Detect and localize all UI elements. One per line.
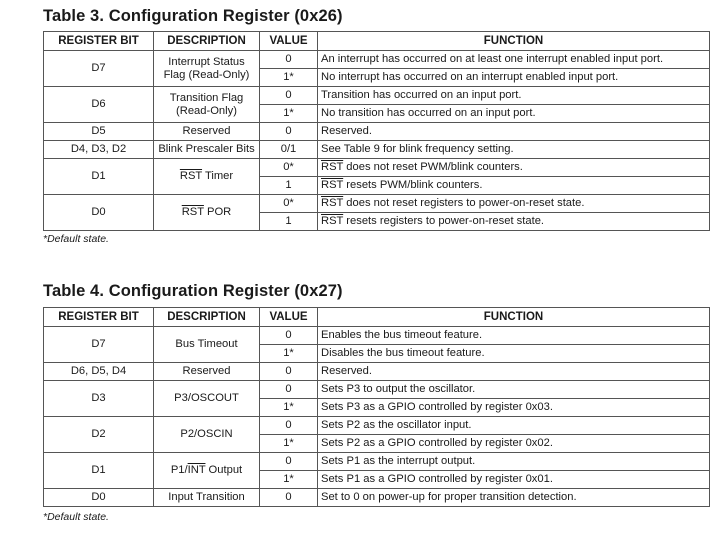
description: Reserved [154, 123, 260, 141]
function: Sets P3 as a GPIO controlled by register 0x03. [318, 399, 710, 417]
table-row [44, 141, 710, 159]
description: P3/OSCOUT [154, 381, 260, 417]
value: 0 [260, 87, 318, 105]
table-header-row [44, 32, 710, 51]
value: 0 [260, 363, 318, 381]
register-bit: D7 [44, 51, 154, 87]
value: 1* [260, 69, 318, 87]
function: Reserved. [318, 363, 710, 381]
description: Blink Prescaler Bits [154, 141, 260, 159]
function: Reserved. [318, 123, 710, 141]
register-bit: D2 [44, 417, 154, 453]
description: Bus Timeout [154, 327, 260, 363]
table-4-title: Table 4. Configuration Register (0x27) [43, 282, 343, 300]
table-row [44, 381, 710, 399]
function: No interrupt has occurred on an interrupt enabled input port. [318, 69, 710, 87]
column-header: VALUE [260, 32, 318, 51]
register-bit: D0 [44, 195, 154, 231]
function: An interrupt has occurred on at least one interrupt enabled input port. [318, 51, 710, 69]
function: Set to 0 on power-up for proper transition detection. [318, 489, 710, 507]
register-bit: D7 [44, 327, 154, 363]
value: 0* [260, 195, 318, 213]
function: $\overline{RST}$ does not reset registers to power-on-reset state. [318, 195, 710, 213]
function: $\overline{RST}$ resets registers to power-on-reset state. [318, 213, 710, 231]
value: 0 [260, 489, 318, 507]
table-row [44, 327, 710, 345]
description: $P1/\overline{INT}$ Output [154, 453, 260, 489]
table-3-title: Table 3. Configuration Register (0x26) [43, 7, 343, 25]
table-row [44, 51, 710, 69]
column-header: VALUE [260, 308, 318, 327]
value: 0 [260, 417, 318, 435]
description: $\overline{RST}$ Timer [154, 159, 260, 195]
value: 0/1 [260, 141, 318, 159]
register-bit: D0 [44, 489, 154, 507]
value: 1* [260, 471, 318, 489]
column-header: DESCRIPTION [154, 308, 260, 327]
table-row [44, 489, 710, 507]
value: 1 [260, 177, 318, 195]
value: 0* [260, 159, 318, 177]
table-row [44, 87, 710, 105]
function: Transition has occurred on an input port. [318, 87, 710, 105]
function: Sets P3 to output the oscillator. [318, 381, 710, 399]
function: No transition has occurred on an input port. [318, 105, 710, 123]
value: 1* [260, 399, 318, 417]
description: Interrupt Status Flag (Read-Only) [154, 51, 260, 87]
function: Sets P1 as a GPIO controlled by register 0x01. [318, 471, 710, 489]
table-3 [43, 31, 710, 231]
table-row [44, 123, 710, 141]
function: $\overline{RST}$ resets PWM/blink counters. [318, 177, 710, 195]
description: $\overline{RST}$ POR [154, 195, 260, 231]
table-row [44, 453, 710, 471]
register-bit: D1 [44, 159, 154, 195]
description: Input Transition [154, 489, 260, 507]
function: Sets P1 as the interrupt output. [318, 453, 710, 471]
value: 1* [260, 435, 318, 453]
column-header: DESCRIPTION [154, 32, 260, 51]
description: Transition Flag (Read-Only) [154, 87, 260, 123]
value: 1 [260, 213, 318, 231]
register-bit: D4, D3, D2 [44, 141, 154, 159]
table-row [44, 363, 710, 381]
value: 1* [260, 105, 318, 123]
value: 0 [260, 123, 318, 141]
value: 1* [260, 345, 318, 363]
column-header: FUNCTION [318, 308, 710, 327]
value: 0 [260, 381, 318, 399]
description: P2/OSCIN [154, 417, 260, 453]
register-bit: D3 [44, 381, 154, 417]
table-row [44, 417, 710, 435]
table-3-footnote: *Default state. [43, 233, 109, 245]
column-header: REGISTER BIT [44, 32, 154, 51]
table-row [44, 195, 710, 213]
value: 0 [260, 327, 318, 345]
register-bit: D5 [44, 123, 154, 141]
register-bit: D1 [44, 453, 154, 489]
table-4 [43, 307, 710, 507]
function: Enables the bus timeout feature. [318, 327, 710, 345]
table-4-footnote: *Default state. [43, 511, 109, 523]
register-bit: D6 [44, 87, 154, 123]
value: 0 [260, 453, 318, 471]
table-row [44, 159, 710, 177]
column-header: FUNCTION [318, 32, 710, 51]
table-header-row [44, 308, 710, 327]
function: $\overline{RST}$ does not reset PWM/blink counters. [318, 159, 710, 177]
column-header: REGISTER BIT [44, 308, 154, 327]
description: Reserved [154, 363, 260, 381]
function: Sets P2 as the oscillator input. [318, 417, 710, 435]
function: Disables the bus timeout feature. [318, 345, 710, 363]
value: 0 [260, 51, 318, 69]
function: Sets P2 as a GPIO controlled by register 0x02. [318, 435, 710, 453]
register-bit: D6, D5, D4 [44, 363, 154, 381]
function: See Table 9 for blink frequency setting. [318, 141, 710, 159]
